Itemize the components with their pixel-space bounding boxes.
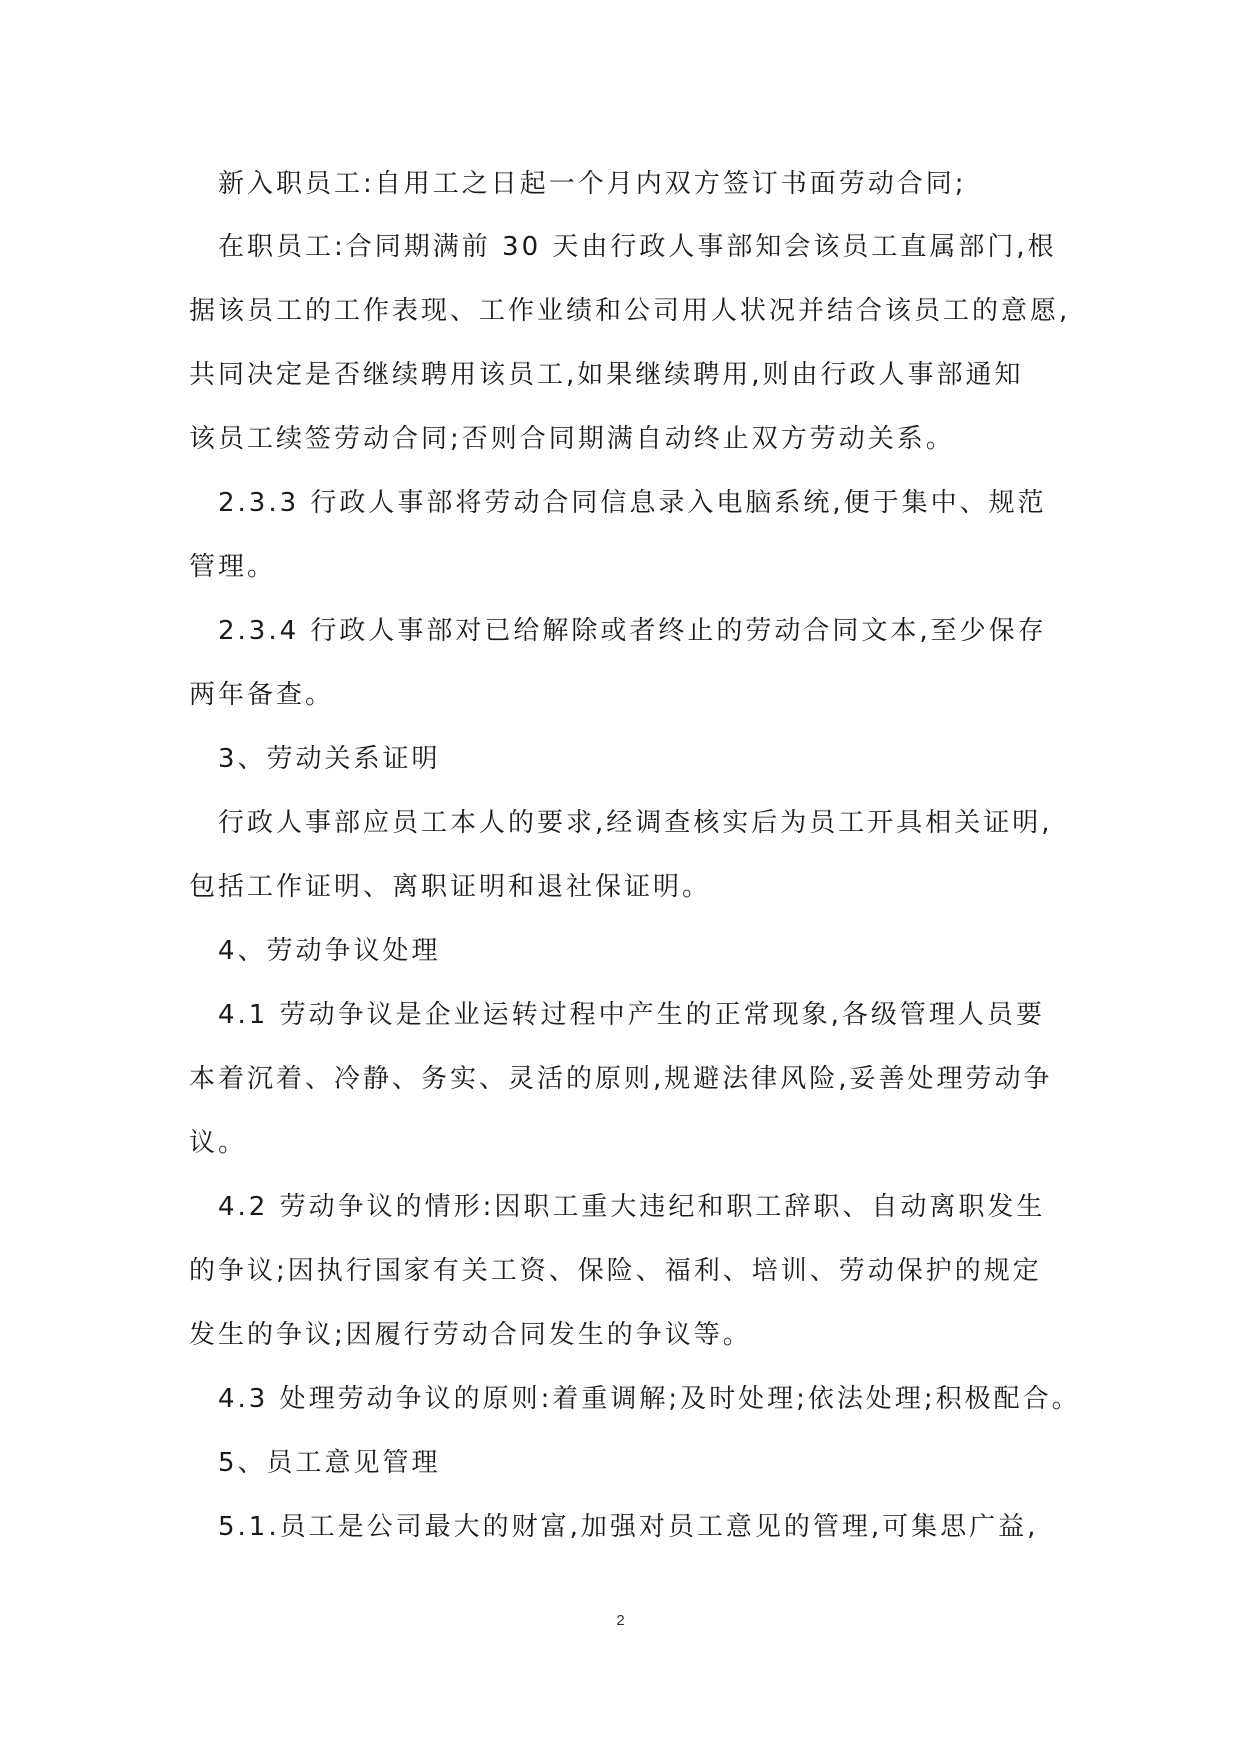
text-line: 共同决定是否继续聘用该员工,如果继续聘用,则由行政人事部通知 bbox=[189, 360, 1024, 390]
text-line: 2.3.3 行政人事部将劳动合同信息录入电脑系统,便于集中、规范 bbox=[218, 488, 1047, 518]
text-line: 议。 bbox=[189, 1128, 248, 1158]
text-line: 包括工作证明、离职证明和退社保证明。 bbox=[189, 872, 712, 902]
text-line: 新入职员工:自用工之日起一个月内双方签订书面劳动合同; bbox=[218, 169, 967, 199]
text-line: 在职员工:合同期满前 30 天由行政人事部知会该员工直属部门,根 bbox=[218, 232, 1057, 262]
text-line: 本着沉着、冷静、务实、灵活的原则,规避法律风险,妥善处理劳动争 bbox=[189, 1064, 1053, 1094]
text-line: 5.1.员工是公司最大的财富,加强对员工意见的管理,可集思广益, bbox=[218, 1512, 1039, 1542]
text-line: 行政人事部应员工本人的要求,经调查核实后为员工开具相关证明, bbox=[218, 808, 1053, 838]
text-line: 4.1 劳动争议是企业运转过程中产生的正常现象,各级管理人员要 bbox=[218, 1000, 1045, 1030]
text-line: 2.3.4 行政人事部对已给解除或者终止的劳动合同文本,至少保存 bbox=[218, 616, 1047, 646]
text-line: 据该员工的工作表现、工作业绩和公司用人状况并结合该员工的意愿, bbox=[189, 296, 1071, 326]
section-heading: 4、劳动争议处理 bbox=[218, 936, 441, 966]
text-line: 管理。 bbox=[189, 552, 277, 582]
page-number: 2 bbox=[616, 1612, 625, 1629]
text-line: 的争议;因执行国家有关工资、保险、福利、培训、劳动保护的规定 bbox=[189, 1256, 1042, 1286]
text-line: 4.2 劳动争议的情形:因职工重大违纪和职工辞职、自动离职发生 bbox=[218, 1192, 1046, 1222]
text-line: 该员工续签劳动合同;否则合同期满自动终止双方劳动关系。 bbox=[189, 424, 955, 454]
text-line: 两年备查。 bbox=[189, 680, 335, 710]
text-line: 4.3 处理劳动争议的原则:着重调解;及时处理;依法处理;积极配合。 bbox=[218, 1384, 1081, 1414]
section-heading: 5、员工意见管理 bbox=[218, 1448, 441, 1478]
text-line: 发生的争议;因履行劳动合同发生的争议等。 bbox=[189, 1320, 752, 1350]
section-heading: 3、劳动关系证明 bbox=[218, 744, 441, 774]
